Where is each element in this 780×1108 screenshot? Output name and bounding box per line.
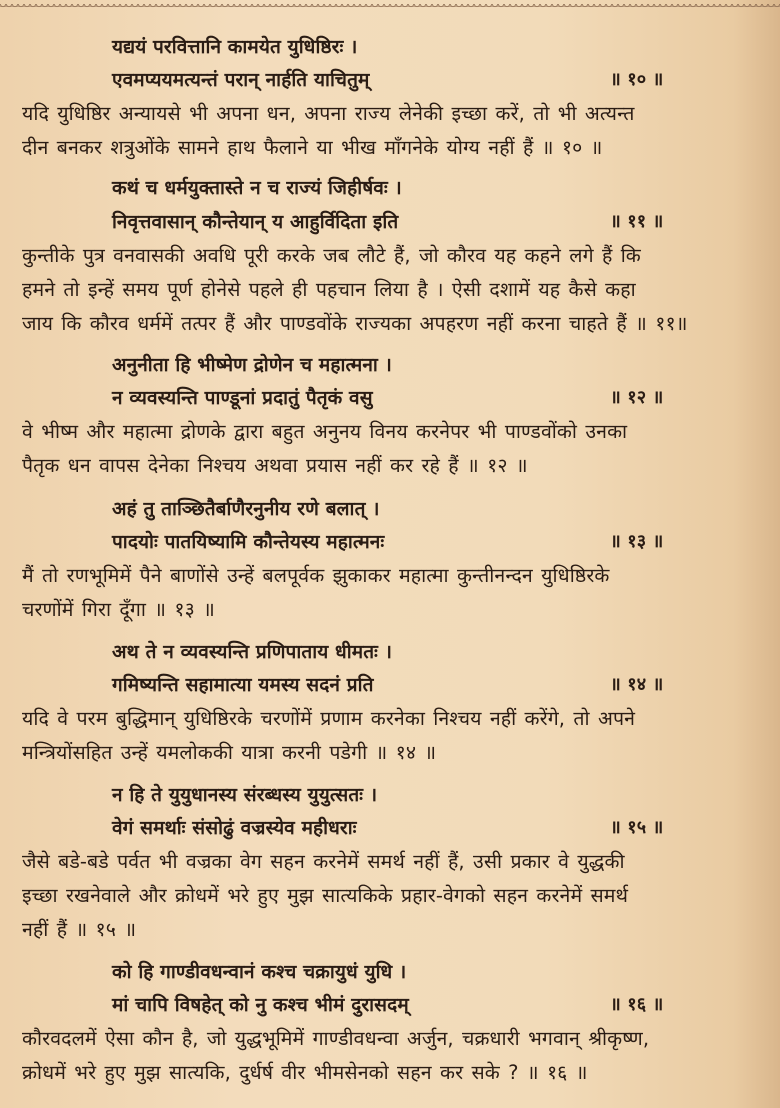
sanskrit-verse-line: यद्ययं परवित्तानि कामयेत युधिष्ठिरः ।	[112, 36, 358, 58]
sanskrit-verse-line: अथ ते न व्यवस्यन्ति प्रणिपाताय धीमतः ।	[112, 641, 393, 663]
hindi-translation-line: नहीं हैं ॥ १५ ॥	[22, 918, 137, 941]
sanskrit-verse-line: अहं तु ताञ्छितैर्बाणैरनुनीय रणे बलात् ।	[112, 498, 380, 520]
sanskrit-verse-line: निवृत्तवासान् कौन्तेयान् य आहुर्विदिता इति	[112, 211, 399, 233]
hindi-translation-line: यदि युधिष्ठिर अन्यायसे भी अपना धन, अपना राज्य लेनेकी इच्छा करें, तो भी अत्यन्त	[22, 102, 635, 125]
verse-number: ॥ १० ॥	[610, 69, 664, 90]
verse-number: ॥ १६ ॥	[610, 994, 664, 1015]
hindi-translation-line: जैसे बडे-बडे पर्वत भी वज्रका वेग सहन करनेमें समर्थ नहीं हैं, उसी प्रकार वे युद्धकी	[22, 850, 625, 873]
sanskrit-verse-line: अनुनीता हि भीष्मेण द्रोणेन च महात्मना ।	[112, 354, 392, 376]
sanskrit-verse-line: न हि ते युयुधानस्य संरब्धस्य युयुत्सतः ।	[112, 784, 378, 806]
verse-number: ॥ १४ ॥	[610, 674, 664, 695]
hindi-translation-line: चरणोंमें गिरा दूँगा ॥ १३ ॥	[22, 598, 215, 621]
hindi-translation-line: वे भीष्म और महात्मा द्रोणके द्वारा बहुत अनुनय विनय करनेपर भी पाण्डवोंको उनका	[22, 420, 628, 443]
hindi-translation-line: मैं तो रणभूमिमें पैने बाणोंसे उन्हें बलपूर्वक झुकाकर महात्मा कुन्तीनन्दन युधिष्ठिरके	[22, 564, 610, 587]
sanskrit-verse-line: न व्यवस्यन्ति पाण्डूनां प्रदातुं पैतृकं वसु	[112, 387, 373, 409]
sanskrit-verse-line: को हि गाण्डीवधन्वानं कश्च चक्रायुधं युधि ।	[112, 961, 407, 983]
sanskrit-verse-line: मां चापि विषहेत् को नु कश्च भीमं दुरासदम्	[112, 994, 409, 1016]
sanskrit-verse-line: वेगं समर्थाः संसोढुं वज्रस्येव महीधराः	[112, 817, 357, 839]
verse-number: ॥ ११ ॥	[610, 211, 664, 232]
sanskrit-verse-line: कथं च धर्मयुक्तास्ते न च राज्यं जिहीर्षवः ।	[112, 177, 402, 199]
verse-number: ॥ १३ ॥	[610, 531, 664, 552]
hindi-translation-line: हमने तो इन्हें समय पूर्ण होनेसे पहले ही पहचान लिया है । ऐसी दशामें यह कैसे कहा	[22, 278, 636, 301]
hindi-translation-line: कौरवदलमें ऐसा कौन है, जो युद्धभूमिमें गाण्डीवधन्वा अर्जुन, चक्रधारी भगवान् श्रीकृष्ण,	[22, 1027, 650, 1050]
verse-number: ॥ १२ ॥	[610, 387, 664, 408]
top-border-line	[0, 6, 780, 7]
decorative-top-border	[0, 4, 780, 10]
verse-number: ॥ १५ ॥	[610, 817, 664, 838]
hindi-translation-line: इच्छा रखनेवाले और क्रोधमें भरे हुए मुझ सात्यकिके प्रहार-वेगको सहन करनेमें समर्थ	[22, 884, 629, 907]
sanskrit-verse-line: गमिष्यन्ति सहामात्या यमस्य सदनं प्रति	[112, 674, 374, 696]
hindi-translation-line: दीन बनकर शत्रुओंके सामने हाथ फैलाने या भीख माँगनेके योग्य नहीं हैं ॥ १० ॥	[22, 136, 603, 159]
hindi-translation-line: मन्त्रियोंसहित उन्हें यमलोककी यात्रा करनी पडेगी ॥ १४ ॥	[22, 741, 437, 764]
hindi-translation-line: पैतृक धन वापस देनेका निश्चय अथवा प्रयास नहीं कर रहे हैं ॥ १२ ॥	[22, 454, 528, 477]
hindi-translation-line: यदि वे परम बुद्धिमान् युधिष्ठिरके चरणोंमें प्रणाम करनेका निश्चय नहीं करेंगे, तो अपने	[22, 707, 636, 730]
sanskrit-verse-line: पादयोः पातयिष्यामि कौन्तेयस्य महात्मनः	[112, 531, 385, 553]
hindi-translation-line: कुन्तीके पुत्र वनवासकी अवधि पूरी करके जब लौटे हैं, जो कौरव यह कहने लगे हैं कि	[22, 244, 641, 267]
hindi-translation-line: क्रोधमें भरे हुए मुझ सात्यकि, दुर्धर्ष वीर भीमसेनको सहन कर सके ? ॥ १६ ॥	[22, 1061, 588, 1084]
hindi-translation-line: जाय कि कौरव धर्ममें तत्पर हैं और पाण्डवोंके राज्यका अपहरण नहीं करना चाहते हैं ॥ ११॥	[22, 312, 688, 335]
sanskrit-verse-line: एवमप्ययमत्यन्तं परान् नार्हति याचितुम्	[112, 69, 370, 91]
